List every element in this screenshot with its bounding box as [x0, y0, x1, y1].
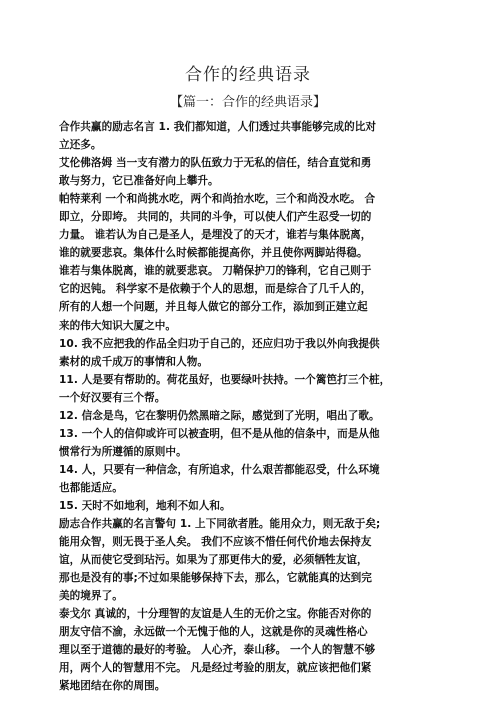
- body-text-line: 敢与努力，它已准备好向上攀升。: [59, 175, 219, 188]
- body-text-line: 力量。 谁若认为自己是圣人，是埋没了的天才，谁若与集体脱离，: [59, 229, 372, 242]
- body-text-line: 谊，从而使它受到玷污。如果为了那更伟大的爱，必须牺牲友谊，: [59, 554, 368, 567]
- body-text-line: 素材的成千成万的事情和人物。: [59, 355, 209, 368]
- body-text-line: 理以至于道德的最好的考验。 人心齐，泰山移。 一个人的智慧不够: [59, 644, 376, 657]
- body-text-line: 12. 信念是鸟，它在黎明仍然黑暗之际，感觉到了光明，唱出了歌。: [59, 409, 380, 422]
- body-text-line: 泰戈尔 真诚的，十分理智的友谊是人生的无价之宝。你能否对你的: [59, 608, 372, 621]
- document-subtitle: 【篇一：合作的经典语录】: [169, 95, 326, 110]
- body-text-line: 紧地团结在你的周围。: [59, 680, 166, 693]
- body-text-line: 惯常行为所遵循的原则中。: [59, 445, 187, 458]
- body-text-line: 合作共赢的励志名言 1. 我们都知道，人们透过共事能够完成的比对: [59, 121, 376, 133]
- body-text-line: 帕特莱利 一个和尚挑水吃，两个和尚抬水吃，三个和尚没水吃。 合: [59, 193, 376, 206]
- body-text-line: 10. 我不应把我的作品全归功于自己的，还应归功于我以外向我提供: [59, 337, 380, 350]
- body-text-line: 谁的就要悲哀。集体什么时候都能提高你，并且使你两脚站得稳。: [59, 247, 368, 260]
- body-text-line: 一个好汉要有三个帮。: [59, 391, 166, 404]
- body-text-line: 11. 人是要有帮助的。荷花虽好，也要绿叶扶持。一个篱笆打三个桩，: [59, 373, 391, 386]
- body-text-line: 所有的人想一个问题，并且每人做它的部分工作，添加到正建立起: [59, 301, 368, 314]
- body-text-line: 14. 人，只要有一种信念，有所追求，什么艰苦都能忍受，什么环境: [59, 463, 380, 476]
- body-text-line: 来的伟大知识大厦之中。: [59, 319, 177, 332]
- body-text-line: 也都能适应。: [59, 481, 123, 494]
- body-text-line: 那也是没有的事;不过如果能够保持下去，那么，它就能真的达到完: [59, 572, 372, 585]
- body-text-line: 艾伦佛洛姆 当一支有潜力的队伍致力于无私的信任，结合直觉和勇: [59, 157, 372, 170]
- document-title: 合作的经典语录: [185, 65, 311, 85]
- body-text-line: 13. 一个人的信仰或许可以被查明，但不是从他的信条中，而是从他: [59, 427, 380, 440]
- body-text-line: 朋友守信不渝，永远做一个无愧于他的人，这就是你的灵魂性格心: [59, 626, 368, 639]
- document-body: [59, 118, 439, 696]
- body-text-line: 它的迟钝。 科学家不是依赖于个人的思想，而是综合了几千人的，: [59, 283, 372, 296]
- body-text-line: 15. 天时不如地利，地利不如人和。: [59, 499, 231, 512]
- body-text-line: 励志合作共赢的名言警句 1. 上下同欲者胜。能用众力，则无敌于矣;: [59, 518, 381, 531]
- body-text-line: 谁若与集体脱离，谁的就要悲哀。 刀鞘保护刀的锋利，它自己则于: [59, 265, 372, 278]
- body-text-line: 美的境界了。: [59, 590, 123, 603]
- body-text-line: 即立，分即垮。 共同的，共同的斗争，可以使人们产生忍受一切的: [59, 211, 372, 224]
- body-text-line: 用，两个人的智慧用不完。 凡是经过考验的朋友，就应该把他们紧: [59, 662, 372, 675]
- body-text-line: 能用众智，则无畏于圣人矣。 我们不应该不惜任何代价地去保持友: [59, 536, 372, 549]
- body-text-line: 立还多。: [59, 139, 102, 152]
